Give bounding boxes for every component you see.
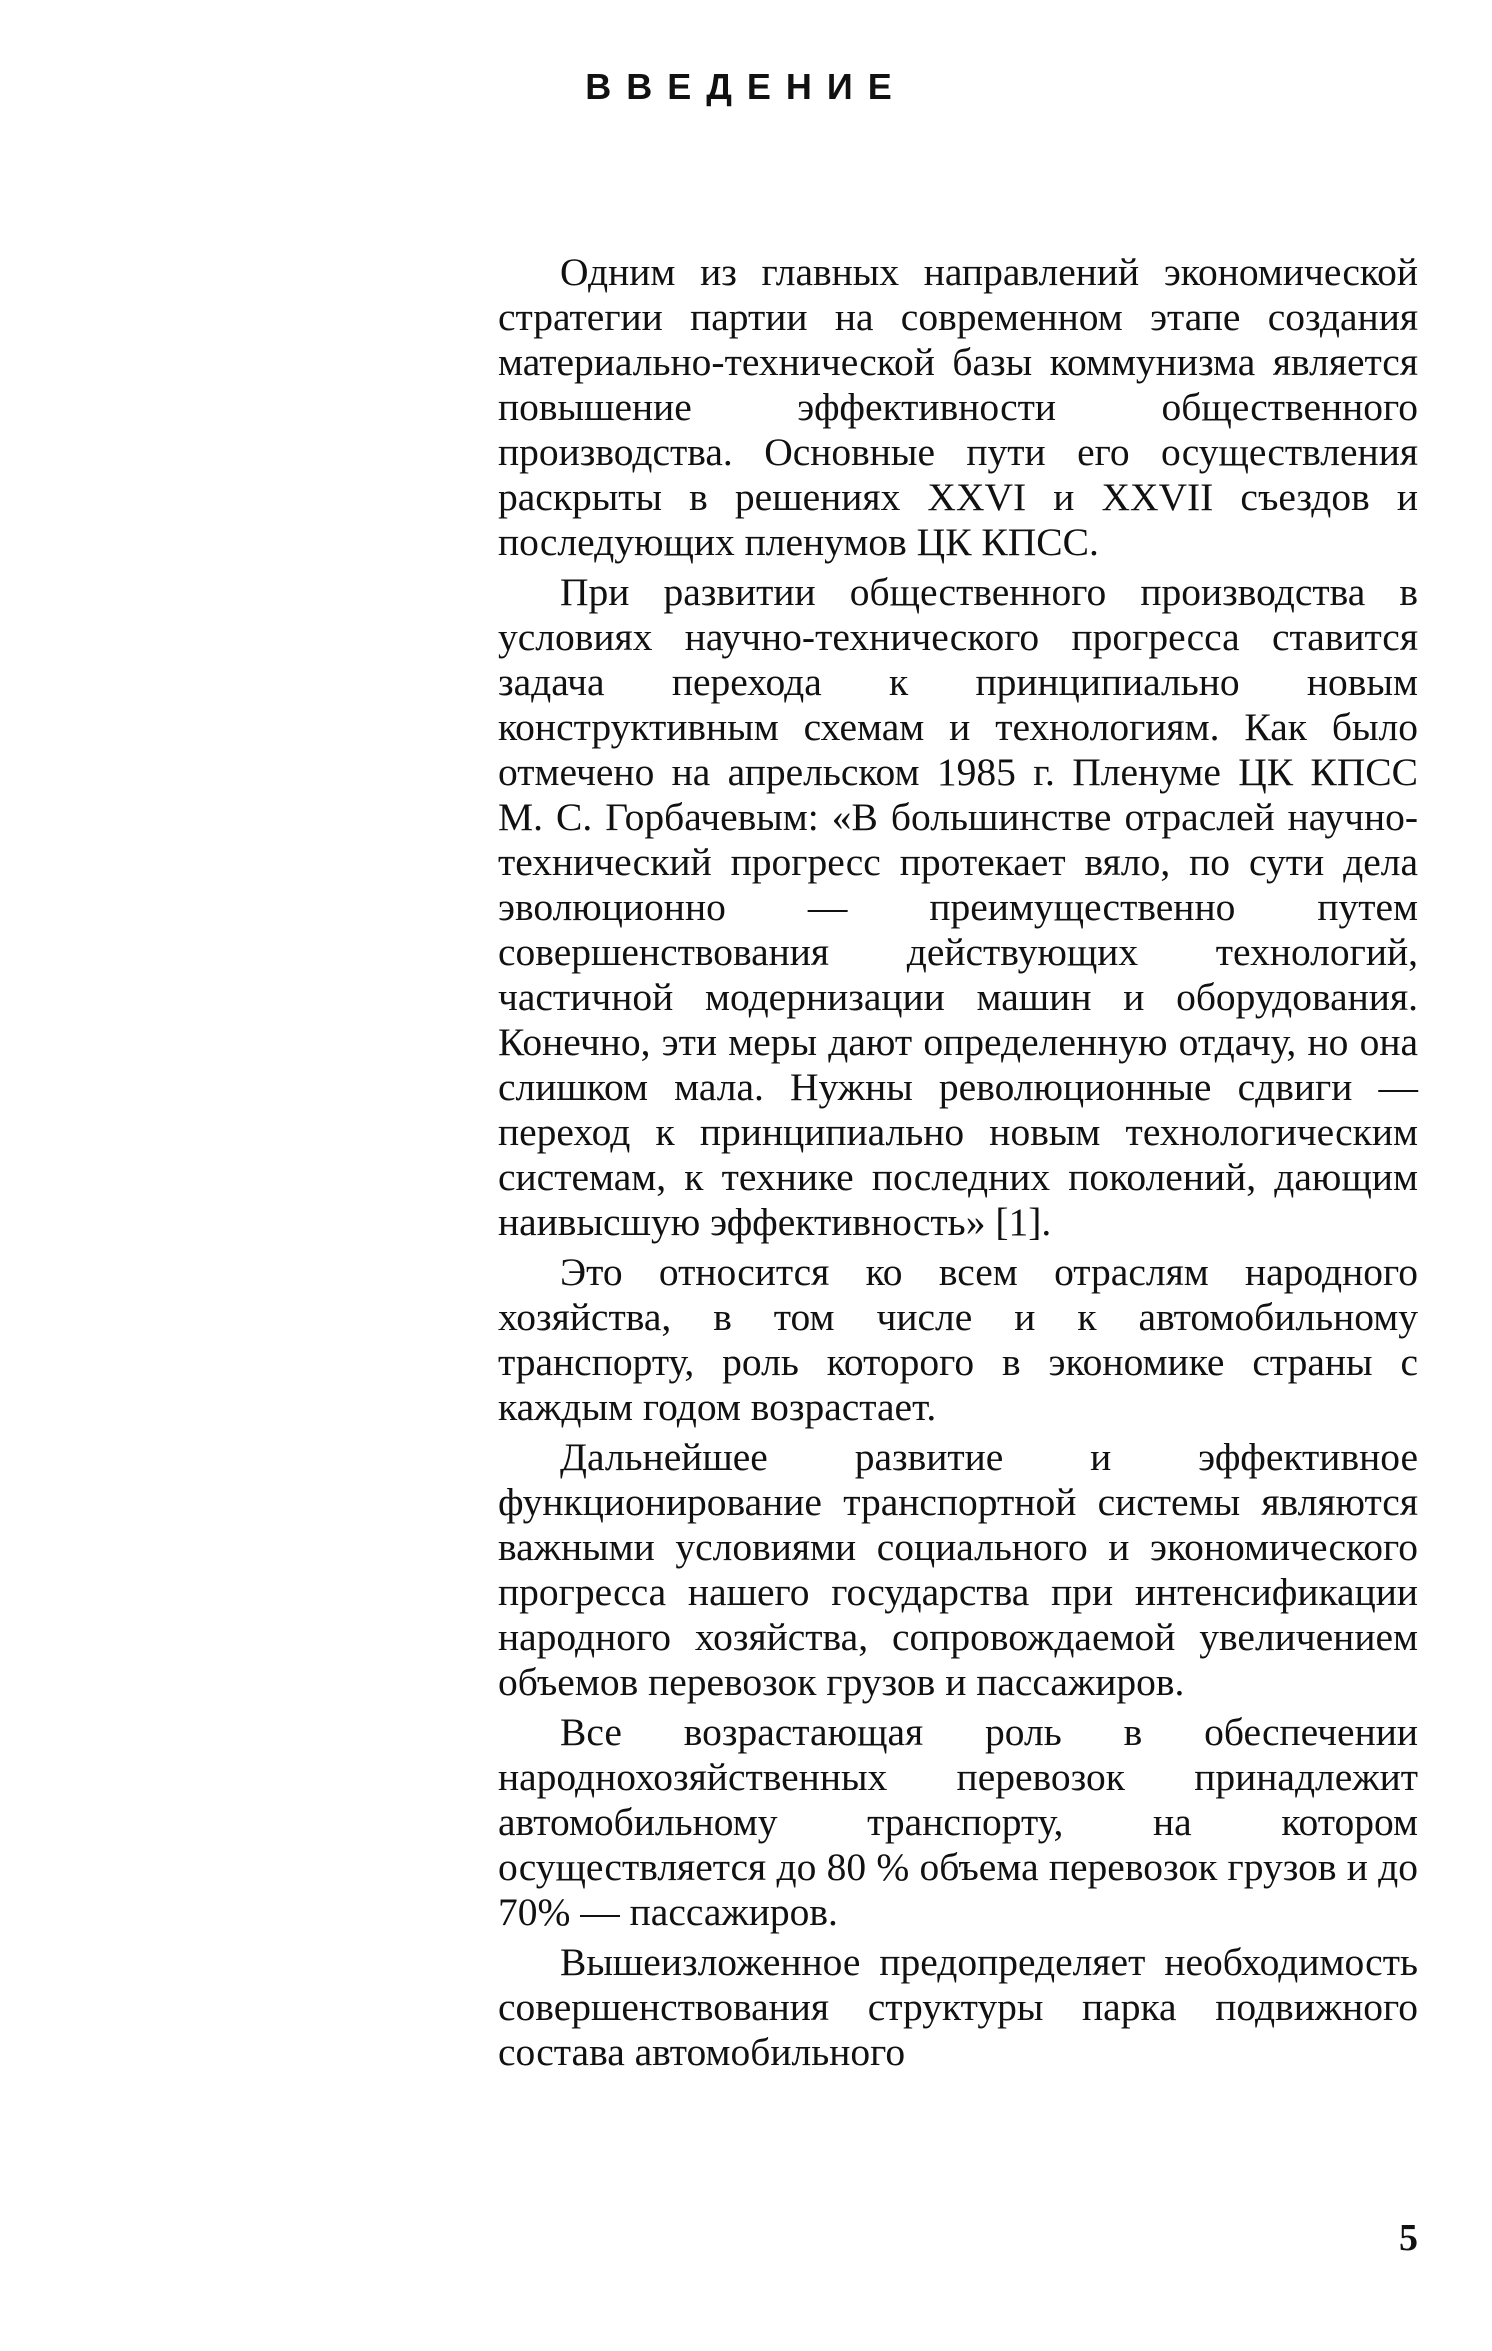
paragraph: При развитии общественного производства в условиях научно-технического прогресса ставится задача перехода к принципиально новым конструктивным схемам и технологиям. Как было отмечено на апрельском 1985 г. Пленуме ЦК КПСС М. С. Горбачевым: «В большинстве отраслей научно-технический прогресс протекает вяло, по сути дела эволюционно — преимущественно путем совершенствования действующих технологий, частичной модернизации машин и оборудования. Конечно, эти меры дают определенную отдачу, но она слишком мала. Нужны революционные сдвиги — переход к принципиально новым технологическим системам, к технике последних поколений, дающим наивысшую эффективность» [1].	[498, 570, 1418, 1244]
page-number: 5	[1399, 2217, 1418, 2259]
paragraph: Дальнейшее развитие и эффективное функционирование транспортной системы являются важными условиями социального и экономического прогресса нашего государства при интенсификации народного хозяйства, сопровождаемой увеличением объемов перевозок грузов и пассажиров.	[498, 1435, 1418, 1704]
chapter-heading: ВВЕДЕНИЕ	[585, 66, 907, 107]
body-text	[498, 250, 1418, 2080]
paragraph: Все возрастающая роль в обеспечении народнохозяйственных перевозок принадлежит автомобильному транспорту, на котором осуществляется до 80 % объема перевозок грузов и до 70% — пассажиров.	[498, 1710, 1418, 1934]
paragraph: Вышеизложенное предопределяет необходимость совершенствования структуры парка подвижного состава автомобильного	[498, 1940, 1418, 2074]
paragraph: Одним из главных направлений экономической стратегии партии на современном этапе создания материально-технической базы коммунизма является повышение эффективности общественного производства. Основные пути его осуществления раскрыты в решениях XXVI и XXVII съездов и последующих пленумов ЦК КПСС.	[498, 250, 1418, 564]
paragraph: Это относится ко всем отраслям народного хозяйства, в том числе и к автомобильному транспорту, роль которого в экономике страны с каждым годом возрастает.	[498, 1250, 1418, 1429]
